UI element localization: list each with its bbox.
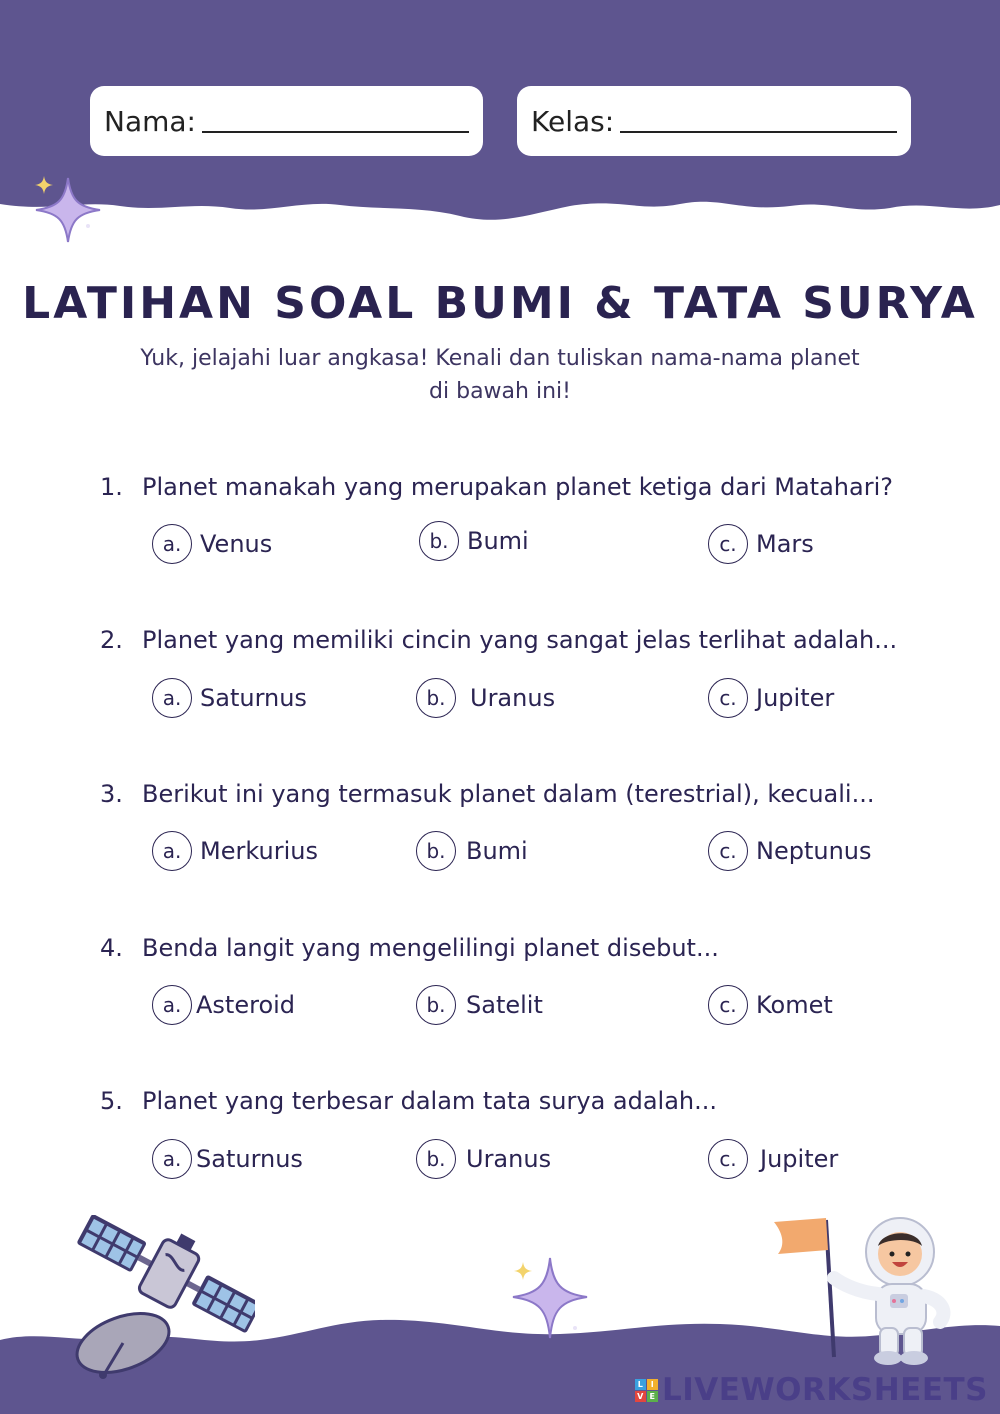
- option-letter[interactable]: c.: [708, 678, 748, 718]
- option-text: Uranus: [466, 1145, 552, 1173]
- option-letter[interactable]: a.: [152, 1139, 192, 1179]
- option-letter[interactable]: c.: [708, 831, 748, 871]
- question-text: Berikut ini yang termasuk planet dalam (terestrial), kecuali...: [142, 780, 875, 808]
- q2-option-c[interactable]: [708, 678, 834, 718]
- q1-option-c[interactable]: [708, 524, 814, 564]
- logo-letter: I: [647, 1379, 658, 1390]
- q4-option-c[interactable]: [708, 985, 833, 1025]
- option-text: Neptunus: [756, 837, 872, 865]
- option-text: Bumi: [467, 527, 529, 555]
- q4-option-b[interactable]: [416, 985, 543, 1025]
- q1-option-a[interactable]: [152, 524, 272, 564]
- option-text: Jupiter: [760, 1145, 839, 1173]
- option-letter[interactable]: b.: [416, 985, 456, 1025]
- question-3: [100, 780, 920, 808]
- q2-option-b[interactable]: [416, 678, 555, 718]
- option-text: Saturnus: [200, 684, 307, 712]
- name-label: Nama:: [104, 104, 196, 138]
- brand-text: LIVEWORKSHEETS: [662, 1372, 988, 1408]
- question-text: Planet yang terbesar dalam tata surya adalah...: [142, 1087, 718, 1115]
- question-number: 1.: [100, 473, 123, 501]
- liveworksheets-brand: [635, 1372, 988, 1408]
- option-text: Merkurius: [200, 837, 318, 865]
- question-number: 5.: [100, 1087, 123, 1115]
- name-input-line[interactable]: [202, 109, 469, 133]
- option-text: Venus: [200, 530, 273, 558]
- question-text: Planet manakah yang merupakan planet ketiga dari Matahari?: [142, 473, 893, 501]
- option-letter[interactable]: c.: [708, 1139, 748, 1179]
- q1-option-b[interactable]: [419, 521, 529, 561]
- subtitle-line-1: Yuk, jelajahi luar angkasa! Kenali dan tuliskan nama-nama planet: [140, 346, 860, 371]
- q3-option-c[interactable]: [708, 831, 872, 871]
- question-1: [100, 473, 920, 501]
- class-label: Kelas:: [531, 104, 615, 138]
- class-field[interactable]: [517, 86, 911, 156]
- option-text: Satelit: [466, 991, 543, 1019]
- option-text: Bumi: [466, 837, 528, 865]
- logo-letter: L: [635, 1379, 646, 1390]
- brand-logo: [635, 1379, 658, 1402]
- option-letter[interactable]: c.: [708, 985, 748, 1025]
- question-number: 3.: [100, 780, 123, 808]
- option-letter[interactable]: a.: [152, 524, 192, 564]
- q3-option-b[interactable]: [416, 831, 528, 871]
- sparkle-icon: [505, 1250, 595, 1345]
- question-number: 2.: [100, 626, 123, 654]
- question-text: Benda langit yang mengelilingi planet disebut...: [142, 934, 719, 962]
- astronaut-icon: [768, 1212, 968, 1372]
- option-text: Komet: [756, 991, 833, 1019]
- q5-option-c[interactable]: [708, 1139, 838, 1179]
- page-title: LATIHAN SOAL BUMI & TATA SURYA: [22, 278, 978, 329]
- class-input-line[interactable]: [620, 109, 897, 133]
- satellite-icon: [55, 1215, 255, 1385]
- option-text: Asteroid: [196, 991, 296, 1019]
- q5-option-b[interactable]: [416, 1139, 551, 1179]
- option-text: Uranus: [470, 684, 556, 712]
- option-letter[interactable]: b.: [416, 1139, 456, 1179]
- question-number: 4.: [100, 934, 123, 962]
- option-letter[interactable]: b.: [416, 678, 456, 718]
- q3-option-a[interactable]: [152, 831, 318, 871]
- question-5: [100, 1087, 920, 1115]
- option-letter[interactable]: a.: [152, 678, 192, 718]
- subtitle-line-2: di bawah ini!: [429, 379, 571, 404]
- option-letter[interactable]: b.: [416, 831, 456, 871]
- option-letter[interactable]: a.: [152, 985, 192, 1025]
- q2-option-a[interactable]: [152, 678, 307, 718]
- name-field[interactable]: [90, 86, 483, 156]
- option-letter[interactable]: a.: [152, 831, 192, 871]
- q5-option-a[interactable]: [152, 1139, 303, 1179]
- logo-letter: E: [647, 1391, 658, 1402]
- page-subtitle: [130, 342, 870, 408]
- question-text: Planet yang memiliki cincin yang sangat jelas terlihat adalah...: [142, 626, 898, 654]
- question-4: [100, 934, 920, 962]
- option-text: Saturnus: [196, 1145, 303, 1173]
- sparkle-icon: [28, 170, 108, 250]
- q4-option-a[interactable]: [152, 985, 295, 1025]
- option-letter[interactable]: b.: [419, 521, 459, 561]
- option-text: Mars: [756, 530, 814, 558]
- logo-letter: V: [635, 1391, 646, 1402]
- option-text: Jupiter: [756, 684, 835, 712]
- option-letter[interactable]: c.: [708, 524, 748, 564]
- question-2: [100, 626, 920, 654]
